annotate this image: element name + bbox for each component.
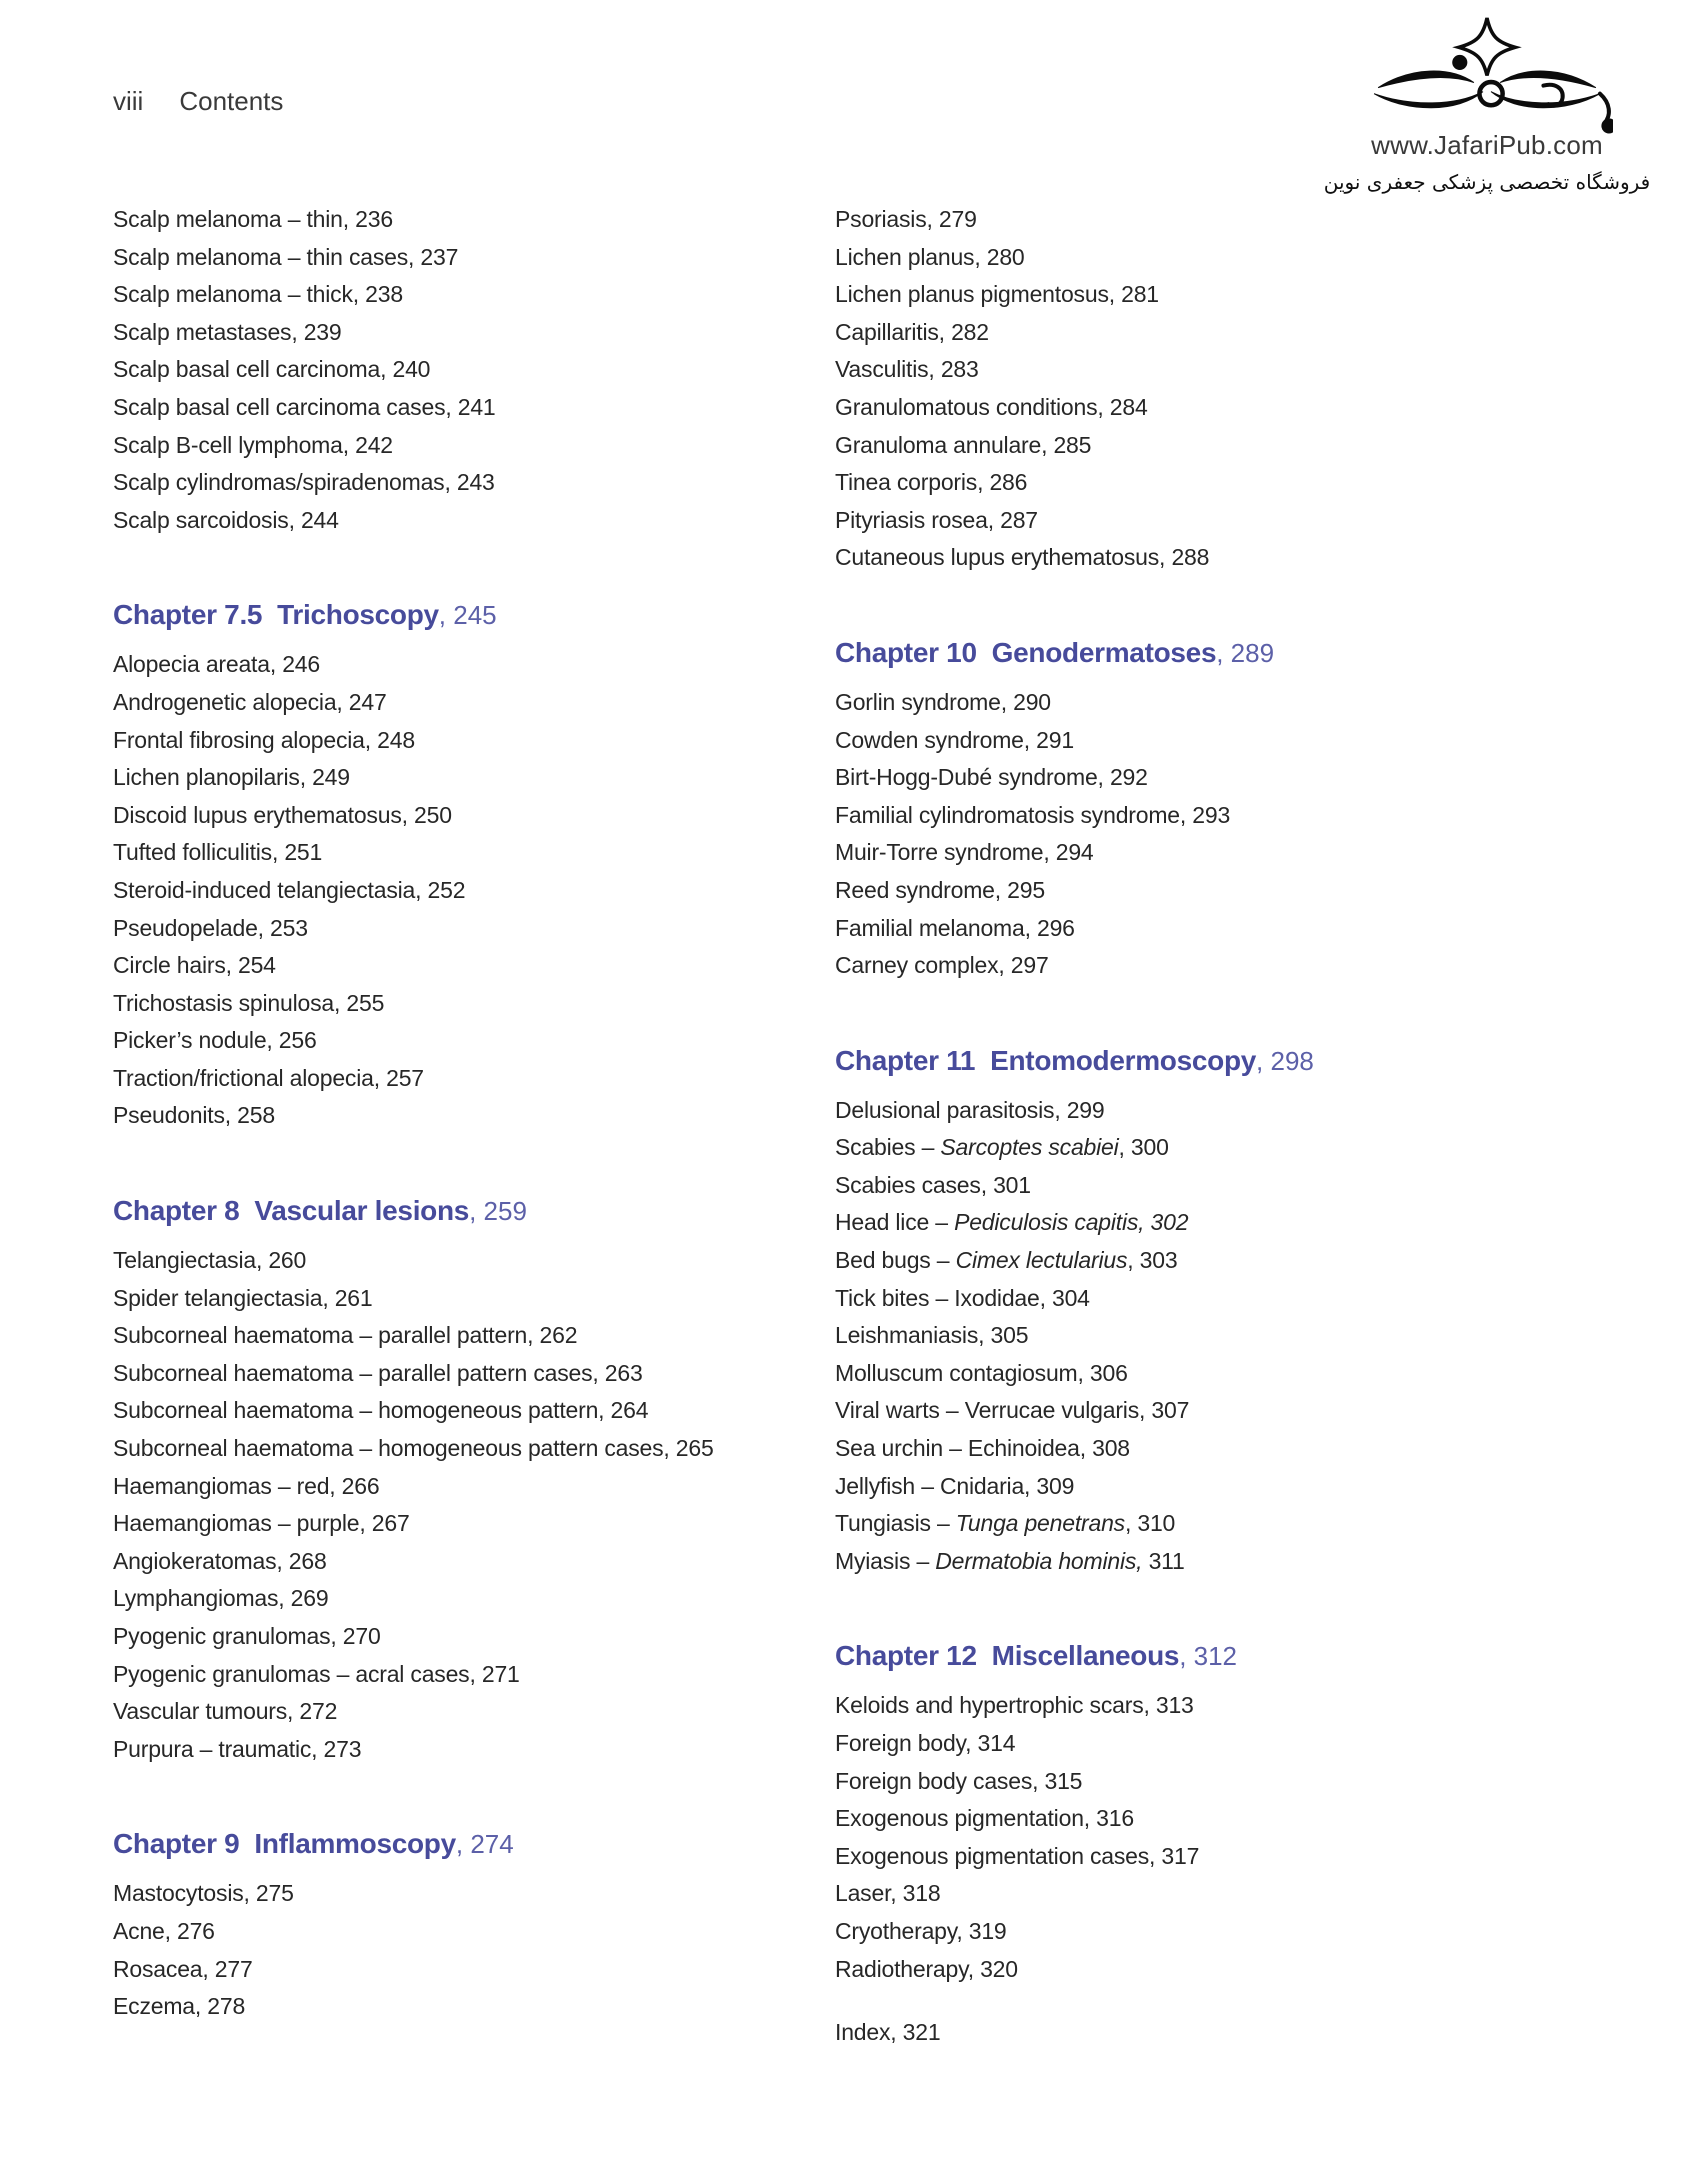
chapter-heading (835, 1039, 1540, 1083)
toc-item (113, 427, 818, 465)
toc-item-text: Mastocytosis, 275 (113, 1880, 294, 1907)
toc-section (113, 593, 818, 1135)
publisher-logo-icon (1317, 12, 1657, 134)
page-title: Contents (179, 86, 284, 116)
toc-item-text: Scalp melanoma – thick, 238 (113, 281, 403, 308)
toc-item-text: Sea urchin – Echinoidea, 308 (835, 1435, 1130, 1462)
chapter-title: Chapter 11 Entomodermoscopy (835, 1044, 1257, 1076)
toc-item-text: Psoriasis, 279 (835, 206, 977, 232)
toc-item-text: Lichen planus pigmentosus, 281 (835, 281, 1159, 308)
toc-item (113, 1060, 818, 1098)
toc-item-text: Acne, 276 (113, 1917, 215, 1944)
toc-item-text: Pyogenic granulomas, 270 (113, 1623, 381, 1649)
toc-section (835, 1039, 1540, 1581)
toc-item (835, 1430, 1540, 1468)
toc-item (113, 910, 818, 948)
toc-column-left (113, 201, 818, 2026)
toc-item (835, 1280, 1540, 1318)
toc-item (835, 1505, 1540, 1543)
toc-item-text: Radiotherapy, 320 (835, 1955, 1018, 1982)
toc-item-text: Scalp B-cell lymphoma, 242 (113, 431, 393, 458)
toc-item (113, 872, 818, 910)
toc-item-text: Angiokeratomas, 268 (113, 1547, 327, 1574)
toc-item-text: Sarcoptes scabiei (940, 1134, 1119, 1161)
chapter-heading (113, 1822, 818, 1866)
toc-item-text: Rosacea, 277 (113, 1955, 253, 1982)
toc-item (113, 1618, 818, 1656)
toc-item (113, 1468, 818, 1506)
toc-item (113, 1097, 818, 1135)
toc-item (113, 1951, 818, 1989)
toc-item-text: Subcorneal haematoma – parallel pattern, 262 (113, 1322, 578, 1349)
toc-item (835, 389, 1540, 427)
toc-item (113, 389, 818, 427)
toc-item (113, 646, 818, 684)
toc-item-text: Subcorneal haematoma – homogeneous pattern, 264 (113, 1397, 649, 1424)
chapter-heading (835, 1634, 1540, 1678)
chapter-page-number: , 245 (438, 600, 497, 631)
toc-item (113, 464, 818, 502)
toc-item-text: Exogenous pigmentation cases, 317 (835, 1842, 1200, 1869)
chapter-page-number: , 298 (1256, 1045, 1314, 1076)
toc-item-text: Laser, 318 (835, 1880, 941, 1907)
toc-item (113, 1875, 818, 1913)
toc-item (113, 351, 818, 389)
toc-item-text: Trichostasis spinulosa, 255 (113, 989, 385, 1016)
toc-item (835, 276, 1540, 314)
toc-item (113, 1543, 818, 1581)
toc-section (113, 201, 818, 539)
toc-section (835, 1634, 1540, 1988)
toc-item-text: Head lice – (835, 1209, 955, 1236)
toc-item-text: Lichen planus, 280 (835, 243, 1025, 270)
toc-item (835, 1875, 1540, 1913)
toc-item (113, 1317, 818, 1355)
toc-item-text: Vascular tumours, 272 (113, 1698, 338, 1725)
chapter-title: Chapter 7.5 Trichoscopy (113, 599, 439, 631)
page-number: viii (113, 86, 144, 116)
chapter-page-number: , 259 (469, 1196, 527, 1227)
toc-item (113, 1988, 818, 2026)
toc-item (835, 1800, 1540, 1838)
toc-item-text: Exogenous pigmentation, 316 (835, 1805, 1134, 1832)
toc-item-text: Carney complex, 297 (835, 952, 1049, 979)
toc-item-text: Jellyfish – Cnidaria, 309 (835, 1472, 1075, 1499)
toc-item (835, 1951, 1540, 1989)
toc-item (835, 1913, 1540, 1951)
chapter-page-number: , 274 (455, 1829, 514, 1860)
toc-section (835, 201, 1540, 577)
toc-item-text: Telangiectasia, 260 (113, 1247, 307, 1274)
toc-item (835, 239, 1540, 277)
toc-item (835, 1687, 1540, 1725)
chapter-page-number: , 312 (1179, 1641, 1238, 1672)
toc-item-text: Purpura – traumatic, 273 (113, 1735, 362, 1762)
toc-item-text: Bed bugs – (835, 1247, 956, 1274)
chapter-heading (835, 631, 1540, 675)
toc-item-text: Viral warts – Verrucae vulgaris, 307 (835, 1397, 1190, 1424)
toc-item-text: Leishmaniasis, 305 (835, 1322, 1029, 1349)
toc-item-text: Pyogenic granulomas – acral cases, 271 (113, 1660, 520, 1687)
toc-item-text: Lymphangiomas, 269 (113, 1585, 329, 1612)
toc-item-text: Pseudonits, 258 (113, 1102, 275, 1129)
toc-item-text: Molluscum contagiosum, 306 (835, 1359, 1128, 1386)
toc-item (113, 1505, 818, 1543)
toc-item-text: , 300 (1118, 1134, 1169, 1161)
toc-item (113, 1242, 818, 1280)
toc-item-text: Haemangiomas – purple, 267 (113, 1510, 410, 1537)
toc-item-text: Subcorneal haematoma – parallel pattern cases, 263 (113, 1359, 643, 1386)
toc-item (835, 1725, 1540, 1763)
toc-item-text: Pityriasis rosea, 287 (835, 506, 1038, 533)
toc-item-text: Circle hairs, 254 (113, 952, 276, 979)
toc-item-text: Index, 321 (835, 2019, 941, 2046)
toc-item (835, 2014, 1540, 2052)
toc-item-text: Scalp sarcoidosis, 244 (113, 506, 339, 533)
toc-item (113, 759, 818, 797)
toc-item-text: Cowden syndrome, 291 (835, 726, 1074, 753)
toc-item (835, 1355, 1540, 1393)
toc-item-text: Cutaneous lupus erythematosus, 288 (835, 544, 1210, 571)
brand-tagline: فروشگاه تخصصی پزشکی جعفری نوین (1323, 170, 1651, 194)
toc-item (113, 684, 818, 722)
toc-item-text: Muir-Torre syndrome, 294 (835, 839, 1094, 866)
toc-item (835, 502, 1540, 540)
toc-section (113, 1822, 818, 2025)
toc-item (113, 722, 818, 760)
chapter-title: Chapter 10 Genodermatoses (835, 636, 1217, 668)
toc-item (835, 464, 1540, 502)
toc-item-text: Capillaritis, 282 (835, 318, 989, 345)
toc-item (113, 985, 818, 1023)
toc-item (113, 1280, 818, 1318)
toc-item (835, 1392, 1540, 1430)
toc-item (113, 1580, 818, 1618)
chapter-page-number: , 289 (1216, 637, 1275, 668)
toc-item (835, 722, 1540, 760)
toc-item (835, 1317, 1540, 1355)
toc-item (835, 427, 1540, 465)
brand-url: www.JafariPub.com (1371, 130, 1603, 160)
toc-item (113, 1355, 818, 1393)
toc-item (113, 1430, 818, 1468)
toc-section (113, 1189, 818, 1768)
toc-item-text: Pseudopelade, 253 (113, 914, 308, 941)
toc-item-text: Scalp melanoma – thin cases, 237 (113, 243, 459, 270)
toc-item (835, 1204, 1540, 1242)
toc-section (835, 631, 1540, 985)
toc-item-text: Scalp melanoma – thin, 236 (113, 206, 393, 232)
toc-item (835, 1242, 1540, 1280)
toc-item-text: Pediculosis capitis, 302 (954, 1209, 1189, 1236)
toc-item-text: Tufted folliculitis, 251 (113, 839, 323, 866)
toc-item-text: Reed syndrome, 295 (835, 876, 1045, 903)
toc-item-text: Scalp basal cell carcinoma cases, 241 (113, 393, 496, 420)
toc-item-text: Myiasis – (835, 1547, 936, 1574)
toc-item (835, 314, 1540, 352)
toc-item (835, 351, 1540, 389)
toc-item (113, 502, 818, 540)
toc-item (835, 910, 1540, 948)
page-header (113, 86, 283, 117)
toc-item-text: Cryotherapy, 319 (835, 1917, 1007, 1944)
chapter-heading (113, 593, 818, 637)
toc-item-text: Traction/frictional alopecia, 257 (113, 1064, 424, 1091)
toc-item (113, 276, 818, 314)
toc-item-text: , 303 (1127, 1247, 1178, 1274)
toc-item-text: Scalp basal cell carcinoma, 240 (113, 356, 431, 383)
toc-item-text: Gorlin syndrome, 290 (835, 688, 1051, 715)
toc-item-text: Foreign body, 314 (835, 1730, 1016, 1756)
toc-item-text: Dermatobia hominis, (935, 1547, 1143, 1574)
toc-item (835, 1763, 1540, 1801)
toc-item-text: Scabies cases, 301 (835, 1171, 1031, 1198)
toc-item (113, 201, 818, 239)
toc-item (113, 1022, 818, 1060)
toc-item (113, 239, 818, 277)
toc-item-text: Lichen planopilaris, 249 (113, 764, 350, 791)
toc-item (835, 834, 1540, 872)
toc-item-text: Granulomatous conditions, 284 (835, 393, 1148, 420)
toc-item (113, 797, 818, 835)
toc-item (113, 314, 818, 352)
toc-item-text: Frontal fibrosing alopecia, 248 (113, 726, 415, 753)
toc-item-text: Keloids and hypertrophic scars, 313 (835, 1692, 1194, 1719)
toc-item (835, 797, 1540, 835)
chapter-heading (113, 1189, 818, 1233)
chapter-title: Chapter 8 Vascular lesions (113, 1195, 470, 1227)
toc-item (835, 947, 1540, 985)
toc-item-text: Birt-Hogg-Dubé syndrome, 292 (835, 764, 1148, 791)
toc-item-text: Eczema, 278 (113, 1993, 246, 2020)
toc-item-text: Delusional parasitosis, 299 (835, 1096, 1105, 1123)
toc-item (835, 759, 1540, 797)
toc-item (835, 1838, 1540, 1876)
chapter-title: Chapter 9 Inflammoscopy (113, 1828, 456, 1860)
toc-item-text: Cimex lectularius (955, 1247, 1128, 1274)
toc-item-text: Androgenetic alopecia, 247 (113, 688, 387, 715)
toc-item-text: Foreign body cases, 315 (835, 1767, 1083, 1794)
toc-section (835, 2014, 1540, 2052)
toc-item (835, 1543, 1540, 1581)
chapter-title: Chapter 12 Miscellaneous (835, 1640, 1180, 1672)
toc-item-text: Granuloma annulare, 285 (835, 431, 1092, 458)
toc-item (113, 1693, 818, 1731)
toc-item (113, 834, 818, 872)
publisher-brand-block (1317, 12, 1657, 194)
toc-item (835, 872, 1540, 910)
toc-item (835, 1092, 1540, 1130)
toc-item-text: Alopecia areata, 246 (113, 651, 320, 678)
toc-item-text: Vasculitis, 283 (835, 356, 979, 383)
toc-item-text: Tick bites – Ixodidae, 304 (835, 1284, 1090, 1311)
toc-item-text: Scabies – (835, 1134, 941, 1161)
toc-item-text: Scalp cylindromas/spiradenomas, 243 (113, 469, 495, 496)
toc-item-text: Familial melanoma, 296 (835, 914, 1075, 941)
toc-item-text: Spider telangiectasia, 261 (113, 1284, 373, 1311)
toc-item (113, 1656, 818, 1694)
toc-item-text: Familial cylindromatosis syndrome, 293 (835, 801, 1231, 828)
toc-item (835, 1129, 1540, 1167)
toc-item-text: 311 (1142, 1547, 1185, 1574)
toc-item (835, 201, 1540, 239)
toc-column-right (835, 201, 1540, 2052)
toc-item-text: Tungiasis – (835, 1510, 956, 1537)
toc-item-text: Tunga penetrans (955, 1510, 1125, 1537)
toc-item (113, 1731, 818, 1769)
toc-item (835, 1167, 1540, 1205)
toc-item (113, 1392, 818, 1430)
toc-item-text: Scalp metastases, 239 (113, 318, 342, 345)
toc-item-text: Haemangiomas – red, 266 (113, 1472, 380, 1499)
toc-item (113, 1913, 818, 1951)
toc-item-text: , 310 (1124, 1510, 1176, 1537)
toc-item (835, 684, 1540, 722)
toc-item (835, 1468, 1540, 1506)
toc-item-text: Steroid-induced telangiectasia, 252 (113, 876, 466, 903)
toc-item-text: Tinea corporis, 286 (835, 469, 1028, 496)
toc-item (835, 539, 1540, 577)
toc-item-text: Picker’s nodule, 256 (113, 1027, 317, 1054)
toc-item-text: Discoid lupus erythematosus, 250 (113, 801, 452, 828)
toc-item (113, 947, 818, 985)
toc-item-text: Subcorneal haematoma – homogeneous pattern cases, 265 (113, 1435, 714, 1462)
